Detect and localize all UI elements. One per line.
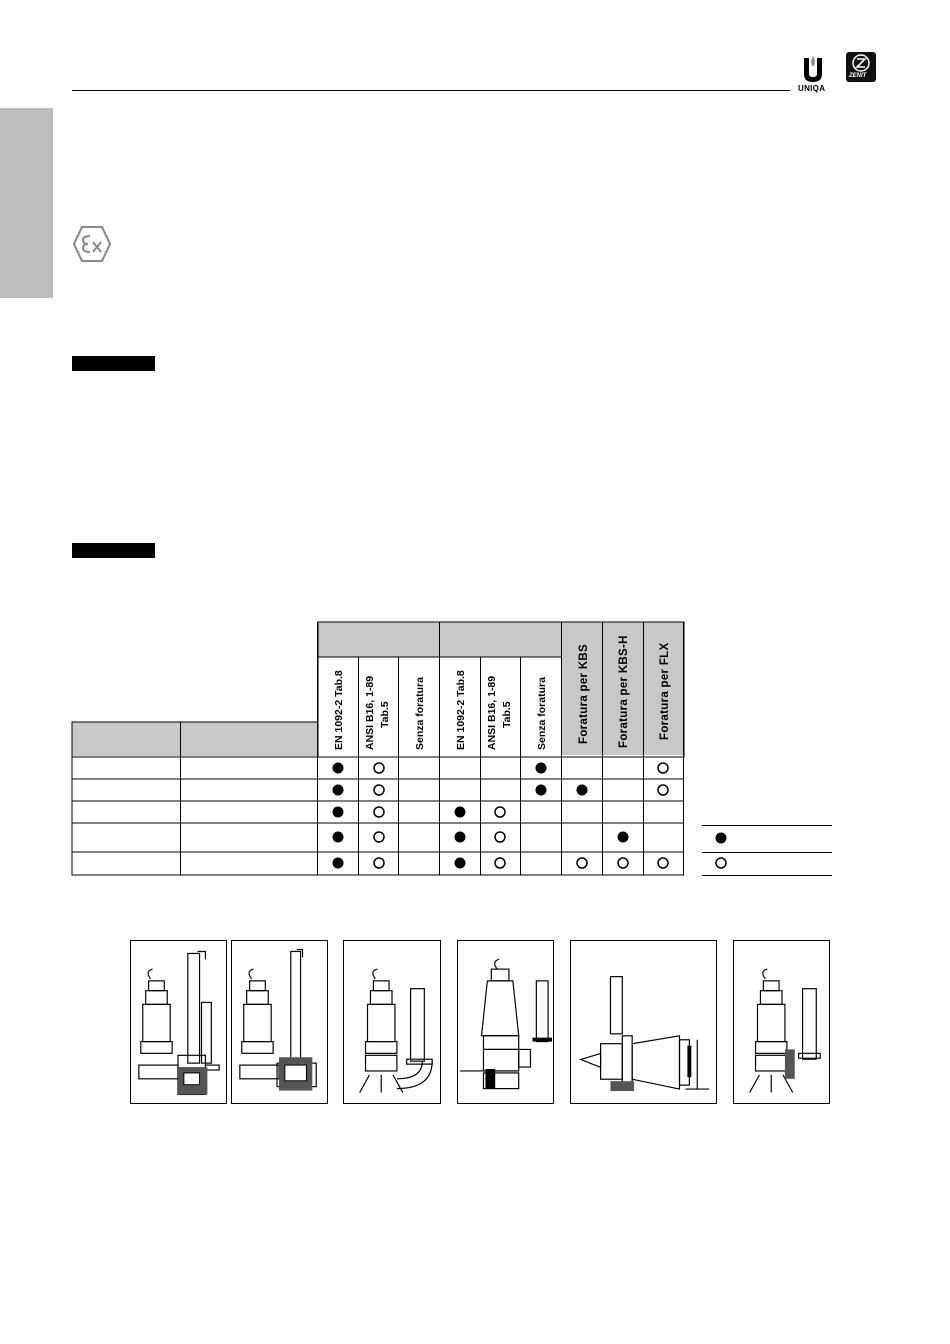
illustration-pump-stand-side [733, 940, 830, 1104]
filled-dot [536, 785, 547, 796]
col-label-2a: ANSI B16, 1-89 [364, 675, 376, 750]
col-label-4: EN 1092-2 Tab.8 [455, 670, 467, 750]
filled-dot [455, 832, 466, 843]
filled-dot [333, 807, 344, 818]
empty-dot [374, 785, 384, 795]
empty-dot [658, 785, 668, 795]
col-label-3: Senza foratura [414, 677, 426, 750]
filled-dot [455, 807, 466, 818]
col-label-9: Foratura per FLX [659, 642, 671, 740]
uniqa-logo-label: UNIQA [798, 84, 826, 93]
empty-dot [658, 763, 668, 773]
empty-dot [577, 858, 587, 868]
empty-dot [374, 858, 384, 868]
empty-dot [374, 832, 384, 842]
illustration-pump-duckfoot-alt [231, 940, 328, 1104]
empty-dot [374, 807, 384, 817]
illustration-pump-jacket-base [457, 940, 554, 1104]
col-label-2b: Tab.5 [379, 701, 391, 728]
empty-dot [495, 807, 505, 817]
filled-dot [455, 858, 466, 869]
empty-dot [658, 858, 668, 868]
zenit-logo-label: ZENIT [849, 73, 867, 79]
filled-dot [333, 832, 344, 843]
legend-dots [716, 833, 727, 869]
col-label-5b: Tab.5 [501, 701, 513, 728]
filled-dot [618, 832, 629, 843]
empty-dot [374, 763, 384, 773]
filled-dot [577, 785, 588, 796]
empty-dot [618, 858, 628, 868]
legend-filled-dot [716, 833, 727, 844]
col-label-1: EN 1092-2 Tab.8 [333, 670, 345, 750]
illustration-pump-horizontal [570, 940, 717, 1104]
illustration-pump-duckfoot [130, 940, 227, 1104]
legend-empty-dot [716, 858, 726, 868]
col-label-5a: ANSI B16, 1-89 [486, 675, 498, 750]
filled-dot [333, 785, 344, 796]
col-label-6: Senza foratura [536, 677, 548, 750]
empty-dot [495, 858, 505, 868]
filled-dot [333, 858, 344, 869]
col-label-7: Foratura per KBS [578, 643, 590, 744]
filled-dot [536, 763, 547, 774]
table-dots [333, 763, 669, 869]
col-label-8: Foratura per KBS-H [618, 635, 630, 748]
illustration-pump-stand-elbow [343, 940, 441, 1104]
filled-dot [333, 763, 344, 774]
empty-dot [495, 832, 505, 842]
